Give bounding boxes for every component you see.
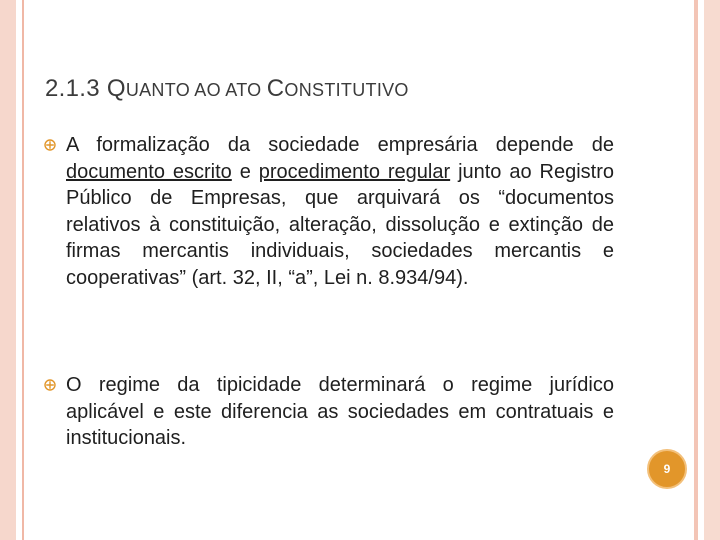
- fleuron-bullet-icon: [44, 139, 56, 151]
- title-word-2-rest: ONSTITUTIVO: [284, 80, 409, 100]
- title-word-2-initial: C: [266, 75, 285, 102]
- bullet-item-1: [44, 132, 614, 292]
- page-number-badge: [647, 449, 687, 489]
- bullet-1-underlined-documento-escrito: documento escrito: [66, 160, 232, 183]
- bullet-1-seg-1: A formalização da sociedade empresária depende de: [66, 134, 614, 156]
- title-word-1-rest: UANTO AO ATO: [125, 80, 267, 100]
- right-frame-line: [694, 0, 698, 540]
- bullet-1-seg-5: junto ao Registro Público de Empresas, que arquivará os “documentos relativos à constituição, alteração, dissolução e extinção de firmas mercantis individuais, sociedades mercantis e cooperativas” (art. 32, II, “a”, Lei n. 8.934/94).: [66, 160, 614, 289]
- bullet-item-2: [44, 372, 614, 452]
- bullet-2-seg-1: O regime da tipicidade determinará o regime jurídico aplicável e este diferencia as sociedades em contratuais e institucionais.: [66, 374, 614, 450]
- page-number: 9: [663, 462, 671, 476]
- title-word-1-initial: Q: [106, 75, 126, 102]
- bullet-1-seg-3: e: [231, 160, 259, 183]
- fleuron-bullet-icon: [44, 379, 56, 391]
- bullet-text-2: [66, 372, 614, 452]
- slide-title: [45, 75, 409, 103]
- left-frame-band: [0, 0, 16, 540]
- title-number: 2.1.3: [45, 75, 100, 102]
- bullet-text-1: [66, 132, 614, 292]
- bullet-1-underlined-procedimento-regular: procedimento regular: [258, 160, 451, 183]
- right-frame-band: [704, 0, 720, 540]
- left-frame-line: [22, 0, 24, 540]
